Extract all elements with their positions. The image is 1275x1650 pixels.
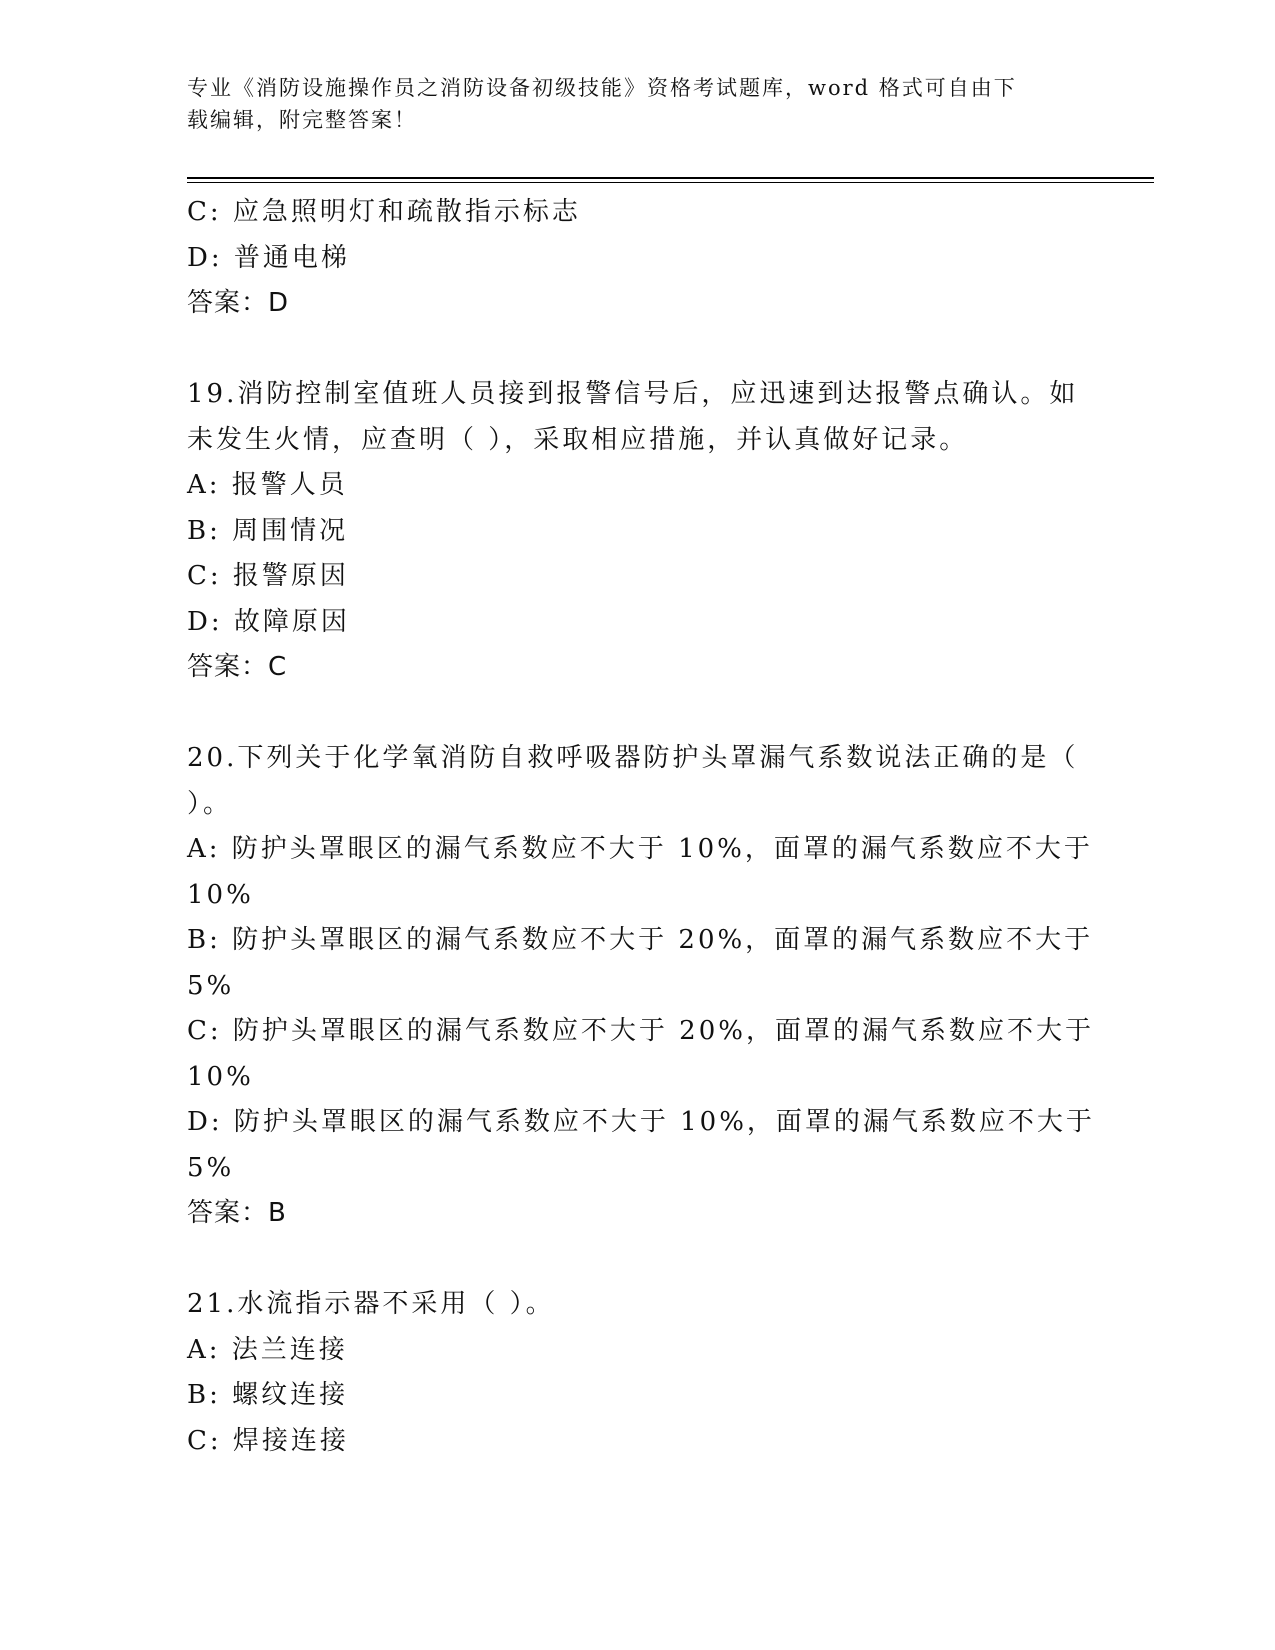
question-stem-line-1: 21.水流指示器不采用（ ）。 <box>187 1289 555 1319</box>
option-b: B: 周围情况 <box>187 515 349 546</box>
question-stem-line-2: 未发生火情，应查明（ ），采取相应措施，并认真做好记录。 <box>187 424 969 455</box>
option-c-line-2: 10% <box>187 1061 254 1092</box>
header-title-line-1: 专业《消防设施操作员之消防设备初级技能》资格考试题库，word 格式可自由下 <box>187 76 1017 100</box>
question-stem-line-2: ）。 <box>187 788 233 819</box>
option-d-line-2: 5% <box>187 1152 235 1183</box>
option-a: A: 报警人员 <box>187 470 348 500</box>
question-18-tail <box>187 190 1087 327</box>
option-c: C: 应急照明灯和疏散指示标志 <box>187 197 581 227</box>
answer-line: 答案：B <box>187 1198 287 1228</box>
question-20 <box>187 736 1095 1237</box>
question-stem-line-1: 19.消防控制室值班人员接到报警信号后，应迅速到达报警点确认。如 <box>187 379 1079 409</box>
option-b-line-2: 5% <box>187 970 235 1001</box>
option-a-line-1: A: 防护头罩眼区的漏气系数应不大于 10%，面罩的漏气系数应不大于 <box>187 834 1093 864</box>
option-d: D: 故障原因 <box>187 606 350 637</box>
option-a-line-2: 10% <box>187 879 254 910</box>
spacer <box>187 327 1087 373</box>
option-d-line-1: D: 防护头罩眼区的漏气系数应不大于 10%，面罩的漏气系数应不大于 <box>187 1107 1095 1137</box>
spacer <box>187 1237 1087 1283</box>
header-divider-thick <box>187 177 1154 179</box>
option-c: C: 报警原因 <box>187 561 349 591</box>
option-b-line-1: B: 防护头罩眼区的漏气系数应不大于 20%，面罩的漏气系数应不大于 <box>187 925 1094 955</box>
option-c: C: 焊接连接 <box>187 1425 349 1456</box>
question-stem-line-1: 20.下列关于化学氧消防自救呼吸器防护头罩漏气系数说法正确的是（ <box>187 743 1079 773</box>
answer-line: 答案：D <box>187 288 290 318</box>
document-header <box>187 72 1067 136</box>
header-divider-thin <box>187 182 1154 183</box>
header-title-line-2: 载编辑，附完整答案！ <box>187 108 417 132</box>
option-b: B: 螺纹连接 <box>187 1380 349 1410</box>
option-d: D: 普通电梯 <box>187 242 350 273</box>
answer-line: 答案：C <box>187 652 288 682</box>
option-c-line-1: C: 防护头罩眼区的漏气系数应不大于 20%，面罩的漏气系数应不大于 <box>187 1016 1094 1046</box>
question-content <box>187 190 1095 1464</box>
spacer <box>187 691 1087 737</box>
question-21 <box>187 1282 1087 1464</box>
question-19 <box>187 372 1087 691</box>
option-a: A: 法兰连接 <box>187 1334 348 1365</box>
